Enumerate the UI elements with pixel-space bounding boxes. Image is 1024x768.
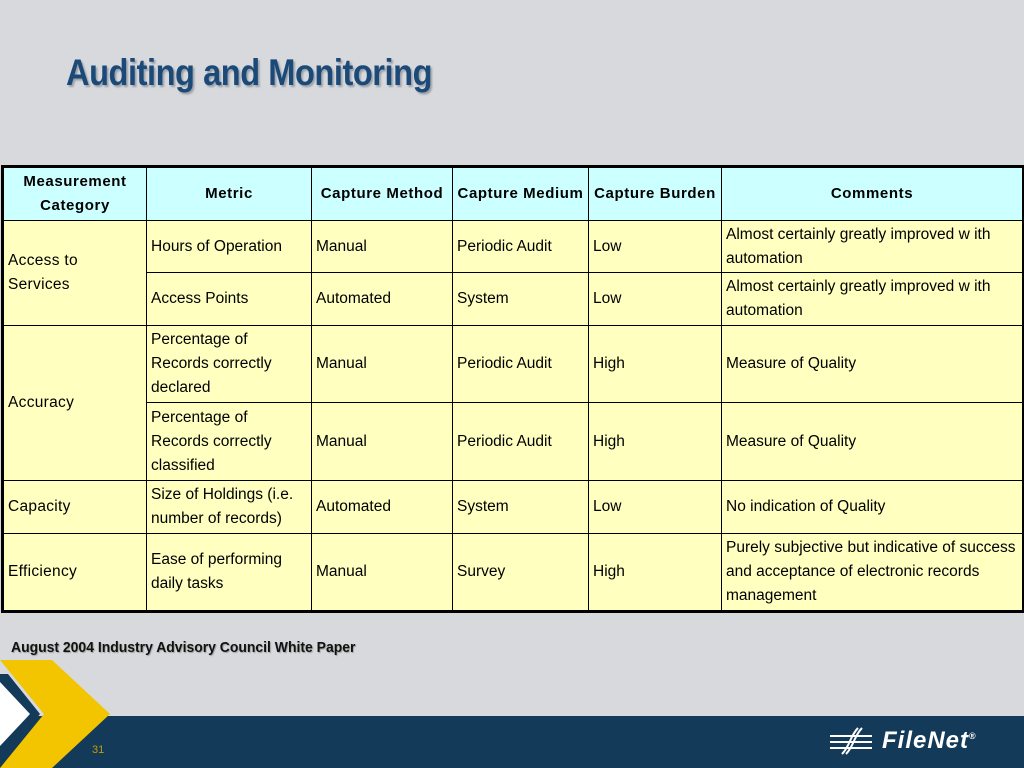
- burden-cell: High: [589, 326, 722, 403]
- header-metric: Metric: [147, 167, 312, 221]
- metrics-table: [1, 165, 1024, 613]
- medium-cell: System: [453, 273, 589, 326]
- burden-cell: High: [589, 533, 722, 612]
- filenet-logo: [828, 724, 998, 758]
- metric-cell: Percentage of Records correctly classified: [147, 403, 312, 480]
- method-cell: Automated: [312, 273, 453, 326]
- category-cell: Efficiency: [3, 533, 147, 612]
- medium-cell: System: [453, 480, 589, 533]
- header-capture-burden: Capture Burden: [589, 167, 722, 221]
- logo-wordmark: FileNet®: [882, 727, 977, 754]
- medium-cell: Survey: [453, 533, 589, 612]
- comments-cell: Measure of Quality: [722, 403, 1024, 480]
- burden-cell: Low: [589, 220, 722, 273]
- medium-cell: Periodic Audit: [453, 326, 589, 403]
- header-capture-method: Capture Method: [312, 167, 453, 221]
- method-cell: Automated: [312, 480, 453, 533]
- metric-cell: Access Points: [147, 273, 312, 326]
- header-capture-medium: Capture Medium: [453, 167, 589, 221]
- burden-cell: Low: [589, 273, 722, 326]
- comments-cell: Almost certainly greatly improved w ith automation: [722, 220, 1024, 273]
- table-header-row: [3, 167, 1024, 221]
- table-row: [3, 273, 1024, 326]
- metric-cell: Ease of performing daily tasks: [147, 533, 312, 612]
- header-comments: Comments: [722, 167, 1024, 221]
- header-measurement-category: Measurement Category: [3, 167, 147, 221]
- page-number: 31: [92, 744, 105, 756]
- source-citation: August 2004 Industry Advisory Council White Paper: [11, 639, 356, 656]
- slide-title: Auditing and Monitoring: [66, 52, 433, 93]
- burden-cell: Low: [589, 480, 722, 533]
- metric-cell: Hours of Operation: [147, 220, 312, 273]
- comments-cell: Almost certainly greatly improved w ith automation: [722, 273, 1024, 326]
- medium-cell: Periodic Audit: [453, 220, 589, 273]
- metric-cell: Size of Holdings (i.e. number of records): [147, 480, 312, 533]
- category-cell: Accuracy: [3, 326, 147, 481]
- medium-cell: Periodic Audit: [453, 403, 589, 480]
- table-row: [3, 220, 1024, 273]
- filenet-mark-icon: [828, 726, 876, 756]
- method-cell: Manual: [312, 326, 453, 403]
- table-row: [3, 533, 1024, 612]
- category-cell: Access to Services: [3, 220, 147, 325]
- comments-cell: Measure of Quality: [722, 326, 1024, 403]
- burden-cell: High: [589, 403, 722, 480]
- comments-cell: Purely subjective but indicative of success and acceptance of electronic records management: [722, 533, 1024, 612]
- table-row: [3, 480, 1024, 533]
- category-cell: Capacity: [3, 480, 147, 533]
- table-row: [3, 403, 1024, 480]
- metric-cell: Percentage of Records correctly declared: [147, 326, 312, 403]
- method-cell: Manual: [312, 403, 453, 480]
- method-cell: Manual: [312, 533, 453, 612]
- table-row: [3, 326, 1024, 403]
- comments-cell: No indication of Quality: [722, 480, 1024, 533]
- method-cell: Manual: [312, 220, 453, 273]
